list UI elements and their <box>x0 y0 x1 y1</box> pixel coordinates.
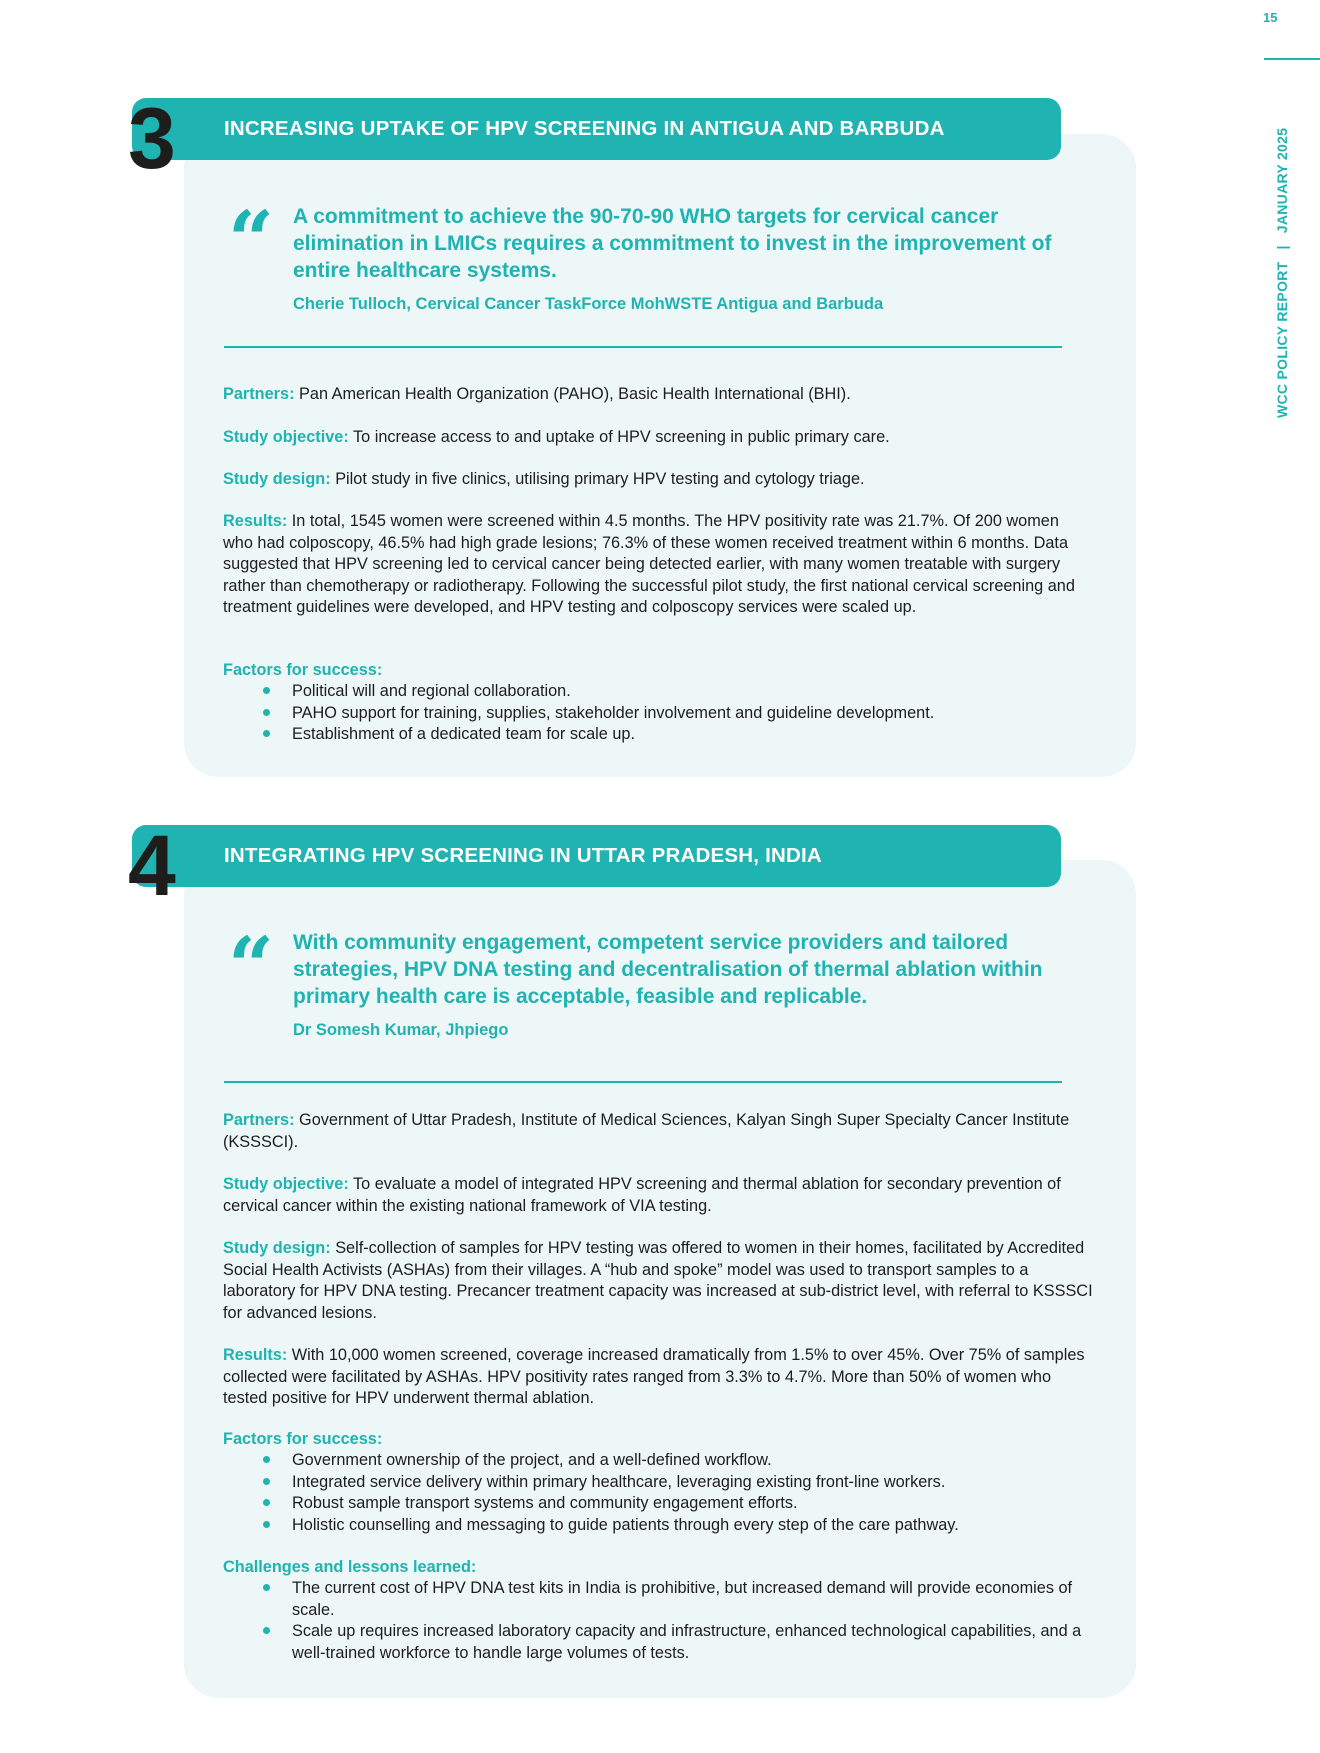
challenges-heading: Challenges and lessons learned: <box>223 1558 477 1576</box>
results-paragraph <box>223 511 1093 619</box>
objective-paragraph <box>223 1174 1093 1217</box>
report-side-label <box>1274 128 1290 418</box>
list-item: Scale up requires increased laboratory capacity and infrastructure, enhanced technological capabilities, and a well-trained workforce to handle large volumes of tests. <box>223 1621 1103 1664</box>
results-paragraph <box>223 1345 1093 1410</box>
quote-mark-icon: “ <box>228 919 275 1013</box>
design-label: Study design: <box>223 1239 331 1257</box>
design-paragraph <box>223 469 1093 491</box>
quote-author: Dr Somesh Kumar, Jhpiego <box>293 1021 509 1039</box>
factors-heading: Factors for success: <box>223 661 383 679</box>
partners-text: Government of Uttar Pradesh, Institute of Medical Sciences, Kalyan Singh Super Specialty Cancer Institute (KSSSCI). <box>223 1111 1070 1151</box>
case-study-title: INCREASING UPTAKE OF HPV SCREENING IN ANTIGUA AND BARBUDA <box>224 117 945 140</box>
partners-text: Pan American Health Organization (PAHO), Basic Health International (BHI). <box>299 385 851 403</box>
section-divider <box>224 1081 1062 1083</box>
case-study-title: INTEGRATING HPV SCREENING IN UTTAR PRADESH, INDIA <box>224 844 822 867</box>
side-label-separator: | <box>1274 245 1290 250</box>
page-number: 15 <box>1263 10 1278 25</box>
objective-text: To increase access to and uptake of HPV screening in public primary care. <box>353 428 890 446</box>
pull-quote: With community engagement, competent service providers and tailored strategies, HPV DNA testing and decentralisation of thermal ablation within primary health care is acceptable, feasible and replicable. <box>293 931 1043 1008</box>
pull-quote: A commitment to achieve the 90-70-90 WHO targets for cervical cancer elimination in LMICs requires a commitment to invest in the improvement of entire healthcare systems. <box>293 205 1052 282</box>
objective-text: To evaluate a model of integrated HPV screening and thermal ablation for secondary prevention of cervical cancer within the existing national framework of VIA testing. <box>223 1175 1061 1215</box>
results-label: Results: <box>223 1346 288 1364</box>
report-date: JANUARY 2025 <box>1274 127 1290 234</box>
results-label: Results: <box>223 512 288 530</box>
bullet-icon <box>263 709 270 716</box>
partners-paragraph <box>223 384 1093 406</box>
list-item: Robust sample transport systems and community engagement efforts. <box>223 1493 1103 1515</box>
factors-list <box>223 1450 1103 1536</box>
design-text: Self-collection of samples for HPV testing was offered to women in their homes, facilitated by Accredited Social Health Activists (ASHAs) from their villages. A “hub and spoke” model was used to transport samples to a laboratory for HPV DNA testing. Precancer treatment capacity was increased at sub-district level, with referral to KSSSCI for advanced lesions. <box>223 1239 1093 1322</box>
list-item: Integrated service delivery within primary healthcare, leveraging existing front-line workers. <box>223 1472 1103 1494</box>
case-study-number: 4 <box>128 818 172 914</box>
bullet-icon <box>263 1521 270 1528</box>
factors-heading: Factors for success: <box>223 1430 383 1448</box>
list-item: Government ownership of the project, and a well-defined workflow. <box>223 1450 1103 1472</box>
quote-author: Cherie Tulloch, Cervical Cancer TaskForce MohWSTE Antigua and Barbuda <box>293 295 884 313</box>
list-item: The current cost of HPV DNA test kits in India is prohibitive, but increased demand will provide economies of scale. <box>223 1578 1103 1621</box>
report-name: WCC POLICY REPORT <box>1274 261 1290 418</box>
bullet-icon <box>263 1627 270 1634</box>
bullet-icon <box>263 687 270 694</box>
list-item: Holistic counselling and messaging to guide patients through every step of the care pathway. <box>223 1515 1103 1537</box>
objective-label: Study objective: <box>223 1175 349 1193</box>
objective-paragraph <box>223 427 1093 449</box>
list-item: Establishment of a dedicated team for scale up. <box>223 724 1103 746</box>
section-divider <box>224 346 1062 348</box>
results-text: With 10,000 women screened, coverage increased dramatically from 1.5% to over 45%. Over 75% of samples collected were facilitated by ASHAs. HPV positivity rates ranged from 3.3% to 4.7%. More than 50% of women who tested positive for HPV underwent thermal ablation. <box>223 1346 1085 1407</box>
design-label: Study design: <box>223 470 331 488</box>
case-study-number: 3 <box>128 91 172 187</box>
challenges-list <box>223 1578 1103 1664</box>
partners-paragraph <box>223 1110 1093 1153</box>
case-study-banner-4 <box>132 825 1061 887</box>
bullet-icon <box>263 1456 270 1463</box>
bullet-icon <box>263 1499 270 1506</box>
side-rule <box>1264 58 1320 60</box>
design-paragraph <box>223 1238 1093 1324</box>
factors-list <box>223 681 1103 746</box>
case-study-banner-3 <box>132 98 1061 160</box>
design-text: Pilot study in five clinics, utilising primary HPV testing and cytology triage. <box>335 470 865 488</box>
partners-label: Partners: <box>223 1111 295 1129</box>
objective-label: Study objective: <box>223 428 349 446</box>
list-item: PAHO support for training, supplies, stakeholder involvement and guideline development. <box>223 703 1103 725</box>
partners-label: Partners: <box>223 385 295 403</box>
bullet-icon <box>263 1478 270 1485</box>
list-item: Political will and regional collaboration. <box>223 681 1103 703</box>
bullet-icon <box>263 730 270 737</box>
results-text: In total, 1545 women were screened within 4.5 months. The HPV positivity rate was 21.7%. Of 200 women who had colposcopy, 46.5% had high grade lesions; 76.3% of these women received treatment within 6 months. Data suggested that HPV screening led to cervical cancer being detected earlier, with many women treatable with surgery rather than chemotherapy or radiotherapy. Following the successful pilot study, the first national cervical screening and treatment guidelines were developed, and HPV testing and colposcopy services were scaled up. <box>223 512 1075 616</box>
quote-mark-icon: “ <box>228 193 275 287</box>
bullet-icon <box>263 1584 270 1591</box>
